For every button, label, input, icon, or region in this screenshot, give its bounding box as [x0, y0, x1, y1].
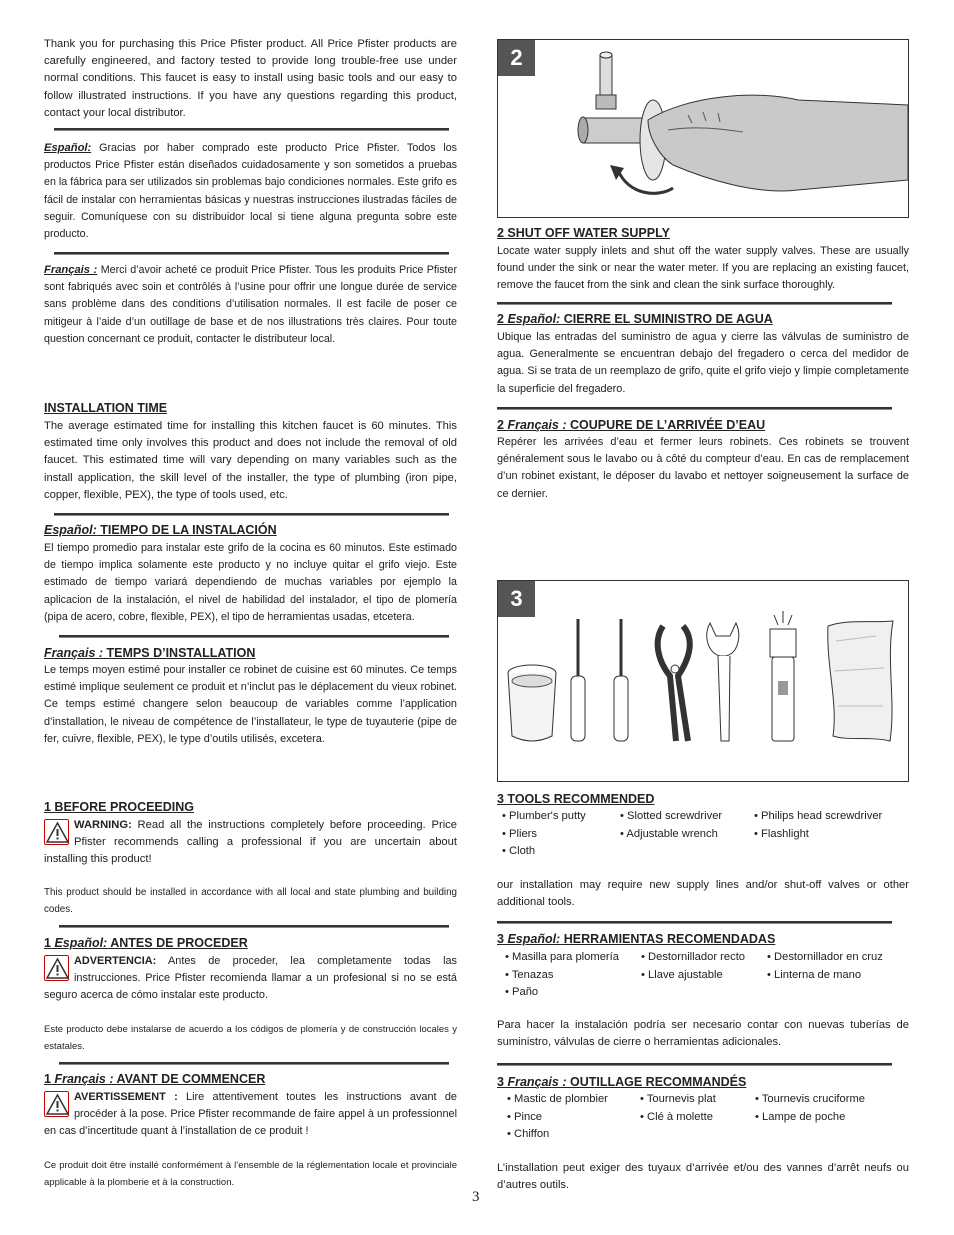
- step3-note-spanish: Para hacer la instalación podría ser necesario contar con nuevas tuberías de suministro, válvulas de cierre o herramientas adicionales.: [497, 1019, 909, 1049]
- heading-text: AVANT DE COMMENCER: [113, 1072, 266, 1086]
- divider: [497, 302, 892, 305]
- tool-item: • Clé à molette: [640, 1111, 713, 1123]
- tool-item: • Masilla para plomería: [505, 951, 619, 963]
- step2-english: Locate water supply inlets and shut off the water supply valves. These are usually found under the sink or near the water meter. If you are replacing an existing faucet, remove the faucet from the sink and clean the sink surface thoroughly.: [497, 245, 909, 292]
- flashlight-icon: [770, 611, 796, 741]
- step3-french-heading: [497, 1075, 746, 1089]
- figure-number: 2: [498, 40, 535, 76]
- tool-item: • Linterna de mano: [767, 969, 862, 981]
- step3-heading: 3 TOOLS RECOMMENDED: [497, 792, 655, 806]
- intro-spanish: [44, 140, 457, 243]
- tool-item: • Destornillador en cruz: [767, 951, 883, 963]
- tool-item: • Plumber's putty: [502, 810, 586, 822]
- warning-label: ADVERTENCIA:: [74, 955, 157, 967]
- step1-warning-french: [44, 1089, 457, 1141]
- intro-french-text: Merci d’avoir acheté ce produit Price Pfister. Tous les produits Price Pfister sont fabriqués avec soin et contrôlés à l’usine pour offrir une longue durée de service sans problème dans des conditions d’utilisation normales. Il est facile de poser ce mitigeur à l’aide d’un outillage de base et de nos illustrations très claires. Pour toute question concernant ce produit, contacter le distributeur local.: [44, 264, 458, 345]
- figure-3: [497, 580, 909, 782]
- divider: [497, 921, 892, 924]
- step3-spanish-heading: [497, 932, 775, 946]
- tool-item: • Slotted screwdriver: [620, 810, 723, 822]
- divider: [54, 128, 449, 131]
- tool-item: • Tenazas: [505, 969, 554, 981]
- install-time-french-heading: [44, 646, 255, 660]
- step1-fine-french: Ce produit doit être installé conformément à l’ensemble de la réglementation locale et provinciale applicable à la plomberie et à la construction.: [44, 1160, 457, 1189]
- slotted-screwdriver-icon: [571, 619, 585, 741]
- warning-label: WARNING:: [74, 819, 132, 831]
- french-lead: Français :: [54, 1072, 114, 1086]
- figure-number: 3: [498, 581, 535, 617]
- divider: [497, 407, 892, 410]
- heading-text: OUTILLAGE RECOMMANDÉS: [566, 1075, 747, 1089]
- step1-heading: 1 BEFORE PROCEEDING: [44, 800, 195, 814]
- tool-item: • Chiffon: [507, 1128, 550, 1140]
- spanish-lead: Español:: [507, 932, 561, 946]
- step2-french: Repérer les arrivées d’eau et fermer leurs robinets. Ces robinets se trouvent généralement sous le lavabo ou à côté du compteur d’eau. En cas de remplacement d’un robinet existant, le déposer du lavabo et nettoyer soigneusement la surface de ce dernier.: [497, 436, 909, 500]
- french-lead: Français :: [44, 646, 104, 660]
- intro-french: [44, 262, 457, 348]
- tool-item: • Philips head screwdriver: [754, 810, 883, 822]
- step1-warning-spanish: [44, 953, 457, 1005]
- tool-item: • Pliers: [502, 828, 537, 840]
- step2-french-heading: [497, 418, 765, 432]
- tool-item: • Flashlight: [754, 828, 809, 840]
- step1-french-heading: [44, 1072, 265, 1086]
- step-number: 2: [497, 418, 508, 432]
- step2-spanish-heading: [497, 312, 773, 326]
- step2-heading: 2 SHUT OFF WATER SUPPLY: [497, 226, 670, 240]
- warning-icon: [44, 819, 69, 845]
- french-lead: Français :: [507, 418, 567, 432]
- install-time-english: The average estimated time for installing this kitchen faucet is 60 minutes. This estimated time only involves this product and does not include the removal of old faucet. This estimated time will vary depending on many variables such as the install application, the skill level of the installer, the type of plumbing (iron pipe, copper, flexible, PEX), the type of tools used, etc.: [44, 420, 457, 501]
- warning-icon: [44, 1091, 69, 1117]
- warning-text: Lire attentivement toutes les instructions avant de procéder à la pose. Price Pfister recommande de faire appel à un professionnel en cas d’incertitude quant à l’installation de ce produit !: [44, 1091, 457, 1138]
- page-number: 3: [472, 1189, 480, 1205]
- figure-2: [497, 39, 909, 218]
- adjustable-wrench-icon: [707, 623, 739, 741]
- step1-spanish-heading: [44, 936, 248, 950]
- phillips-screwdriver-icon: [614, 619, 628, 741]
- tool-item: • Pince: [507, 1111, 543, 1123]
- divider: [54, 513, 449, 516]
- spanish-lead: Español:: [507, 312, 561, 326]
- step-number: 3: [497, 1075, 508, 1089]
- divider: [497, 1063, 892, 1066]
- french-lead: Français :: [44, 264, 98, 276]
- divider: [59, 925, 449, 928]
- install-time-french: Le temps moyen estimé pour installer ce robinet de cuisine est 60 minutes. Ce temps estimé implique seulement ce produit et n’inclut pas le déplacement du vieux robinet. Ce temps estimé changere selon beaucoup de variables comme l’application d’installation, le niveau de compétence de l’installateur, le type de tuyauterie (pipe de fer, cuivre, flexible, PEX), le type d’outils utilisés, excetera.: [44, 664, 457, 745]
- tool-item: • Cloth: [502, 845, 536, 857]
- tool-item: • Llave ajustable: [641, 969, 723, 981]
- step-number: 3: [497, 932, 508, 946]
- heading-text: ANTES DE PROCEDER: [107, 936, 248, 950]
- install-time-spanish: El tiempo promedio para instalar este grifo de la cocina es 60 minutos. Este estimado de tiempo implica solamente este producto y no incluye quitar el grifo viejo. Este estimado de tiempo variará dependiendo de muchas variables por ejemplo la aplicacion de la instalación, el nivel de habilidad del instalador, el tipo de plomería (pipa de acero, cobre, flexible, PEX), el tipo de herramientas usadas, etcetera.: [44, 542, 457, 623]
- tool-item: • Tournevis cruciforme: [755, 1093, 866, 1105]
- step3-note-english: our installation may require new supply lines and/or shut-off valves or other additional tools.: [497, 879, 909, 909]
- shutoff-valve-hand-illustration: [498, 40, 908, 217]
- putty-cup-icon: [508, 665, 556, 741]
- tools-illustration: [498, 581, 908, 781]
- warning-text: Antes de proceder, lea completamente todas las instrucciones. Price Pfister recomienda llamar a un profesional si no se está seguro acerca de cómo instalar este producto.: [44, 955, 457, 1002]
- heading-text: TIEMPO DE LA INSTALACIÓN: [96, 523, 277, 537]
- install-time-spanish-heading: [44, 523, 277, 537]
- spanish-lead: Español:: [54, 936, 108, 950]
- heading-text: TEMPS D’INSTALLATION: [103, 646, 256, 660]
- step-number: 1: [44, 1072, 55, 1086]
- tool-item: • Paño: [505, 986, 539, 998]
- divider: [59, 635, 449, 638]
- intro-english: Thank you for purchasing this Price Pfister product. All Price Pfister products are carefully engineered, and factory tested to provide long trouble-free use under normal conditions. This faucet is easy to install using basic tools and our easy to follow illustrated instructions. If you have any questions regarding this product, contact your local distributor.: [44, 38, 457, 119]
- tool-item: • Destornillador recto: [641, 951, 746, 963]
- intro-spanish-text: Gracias por haber comprado este producto Price Pfister. Todos los productos Price Pfister están diseñados cuidadosamente y son sometidos a pruebas en la fábrica para ser utilizados sin problemas bajo condiciones normales. Este grifo es fácil de instalar con herramientas básicas y nuestras instrucciones ilustradas fáciles de seguir. Comuníquese con su distribuidor local si tiene alguna pregunta sobre este producto.: [44, 142, 458, 241]
- step-number: 2: [497, 312, 508, 326]
- warning-icon: [44, 955, 69, 981]
- pliers-icon: [658, 626, 690, 741]
- step3-note-french: L’installation peut exiger des tuyaux d’arrivée et/ou des vannes d’arrêt neufs ou d’autres outils.: [497, 1162, 909, 1192]
- divider: [54, 252, 449, 255]
- step2-spanish: Ubique las entradas del suministro de agua y cierre las válvulas de suministro de agua. Generalmente se encuentran debajo del fregadero o cerca del medidor de agua. Si se trata de un reemplazo de grifo, quite el grifo viejo y limpie completamente la superficie del fregadero.: [497, 331, 909, 395]
- warning-text: Read all the instructions completely before proceeding. Price Pfister recommends calling a professional if you are uncertain about installing this product!: [44, 819, 457, 866]
- step1-fine-english: This product should be installed in accordance with all local and state plumbing and building codes.: [44, 887, 457, 916]
- heading-text: HERRAMIENTAS RECOMENDADAS: [560, 932, 776, 946]
- step1-fine-spanish: Este producto debe instalarse de acuerdo a los códigos de plomería y de construcción locales y estatales.: [44, 1024, 457, 1053]
- install-time-heading: INSTALLATION TIME: [44, 401, 168, 415]
- warning-label: AVERTISSEMENT :: [74, 1091, 178, 1103]
- divider: [59, 1062, 449, 1065]
- step1-warning-english: [44, 817, 457, 869]
- tool-item: • Lampe de poche: [755, 1111, 846, 1123]
- tool-item: • Adjustable wrench: [620, 828, 718, 840]
- tool-item: • Tournevis plat: [640, 1093, 716, 1105]
- cloth-icon: [828, 621, 893, 741]
- spanish-lead: Español:: [44, 523, 97, 537]
- heading-text: COUPURE DE L’ARRIVÉE D’EAU: [566, 418, 766, 432]
- heading-text: CIERRE EL SUMINISTRO DE AGUA: [560, 312, 773, 326]
- tool-item: • Mastic de plombier: [507, 1093, 608, 1105]
- french-lead: Français :: [507, 1075, 567, 1089]
- spanish-lead: Español:: [44, 142, 92, 154]
- step-number: 1: [44, 936, 55, 950]
